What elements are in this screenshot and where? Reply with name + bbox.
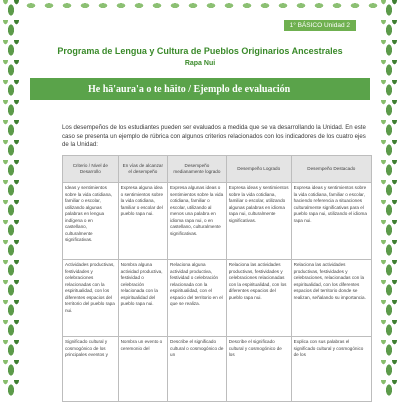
rubric-cell: Nombra un evento o ceremonio del [118,337,167,402]
rubric-header-row [63,156,372,183]
rubric-table [62,155,372,402]
intro-paragraph: Los desempeños de los estudiantes pueden ser evaluados a medida que se va desarrollando la Unidad. En este caso se presenta un ejemplo de rúbrica con algunos criterios relacionados con los indicadores de los cuatro ejes de la Unidad: [62,124,366,149]
rubric-cell: Expresa algunas ideas o sentimientos sobre la vida cotidiana, familiar o escolar, utilizando al menos una palabra en idioma rapa nui, o en castellano, culturalmente significativas. [168,183,227,260]
rubric-header-cell: Desempeño Destacado [291,156,371,183]
rubric-cell: Describe el significado cultural y cosmogónico de los [226,337,291,402]
language-name: Rapa Nui [184,60,216,67]
section-title: He hā'aura'a o te hāito / Ejemplo de evaluación [88,83,291,95]
section-title-bar [30,78,370,100]
top-decorative-strip [22,0,378,14]
rubric-cell: Nombra alguna actividad productiva, festividad o celebración relacionada con la espiritualidad del pueblo rapa nui. [118,260,167,337]
table-row [63,337,372,402]
rubric-cell: Describe el significado cultural o cosmogónico de un [168,337,227,402]
rubric-cell: Ideas y sentimientos sobre la vida cotidiana, familiar o escolar, utilizando algunas palabras en lengua indígena o en castellano, culturalmente significativas. [63,183,119,260]
left-decorative-border [0,0,22,400]
table-row [63,183,372,260]
rubric-header-cell: Criterio / Nivel de Desarrollo [63,156,119,183]
rubric-header-cell: Desempeño Logrado [226,156,291,183]
rubric-cell: Expresa alguna idea o sentimientos sobre la vida cotidiana, familiar o escolar del pueblo rapa nui. [118,183,167,260]
grade-badge: 1° BÁSICO Unidad 2 [284,20,356,31]
rubric-header-cell: En vías de alcanzar el desempeño [118,156,167,183]
rubric-cell: Significado cultural y cosmogónico de los principales eventos y [63,337,119,402]
rubric-cell: Relaciona las actividades productivas, festividades y celebraciones relacionadas con la espiritualidad, con los diferentes espacios del pueblo rapa nui. [226,260,291,337]
rubric-cell: Expresa ideas y sentimientos sobre la vida cotidiana, familiar o escolar, utilizando algunas palabras en idioma rapa nui, culturalmente significativas. [226,183,291,260]
rubric-cell: Actividades productivas, festividades y celebraciones relacionadas con la espiritualidad, con los diferentes espacios del territorio del pueblo rapa nui. [63,260,119,337]
right-decorative-border [378,0,400,400]
table-row [63,260,372,337]
rubric-cell: Expresa ideas y sentimientos sobre la vida cotidiana, familiar o escolar, haciendo referencia a situaciones culturalmente significativas para el pueblo rapa nui, utilizando el idioma rapa nui. [291,183,371,260]
rubric-header-cell: Desempeño medianamente logrado [168,156,227,183]
rubric-cell: Explica con sus palabras el significado cultural y cosmogónico de los [291,337,371,402]
program-title: Programa de Lengua y Cultura de Pueblos Originarios Ancestrales [57,46,343,56]
rubric-cell: Relaciona las actividades productivas, festividades y celebraciones, relacionadas con la espiritualidad, con los diferentes espacios del territorio donde se realizan, señalando su importancia. [291,260,371,337]
rubric-cell: Relaciona alguna actividad productiva, festividad o celebración relacionada con la espiritualidad, con el espacio del territorio en el que se realiza. [168,260,227,337]
